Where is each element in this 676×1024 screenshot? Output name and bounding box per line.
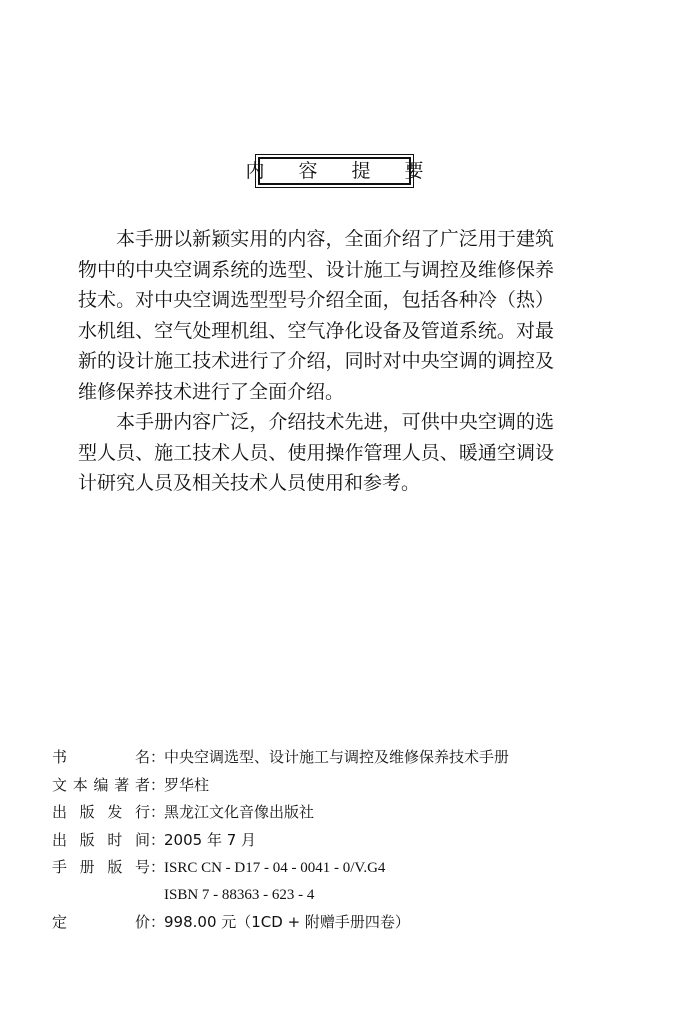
colophon-colon: ： — [150, 858, 166, 876]
colophon-row-price — [52, 909, 652, 937]
colophon-label-price: 定 价 — [52, 913, 150, 931]
colophon-row-isbn — [52, 882, 652, 910]
colophon-label-author: 文 本 编 著 者 — [52, 775, 150, 794]
colophon-value-price: 998.00 元（1CD + 附赠手册四卷） — [164, 913, 410, 931]
colophon-colon: ： — [150, 775, 166, 794]
colophon-colon: ： — [150, 803, 166, 821]
colophon-row-title — [52, 744, 652, 772]
colophon-colon: ： — [150, 748, 166, 766]
colophon-label-publisher: 出 版 发 行 — [52, 803, 150, 821]
colophon-row-date — [52, 827, 652, 855]
colophon-colon: ： — [150, 830, 166, 849]
summary-paragraph-1: 本手册以新颖实用的内容，全面介绍了广泛用于建筑物中的中央空调系统的选型、设计施工与调控及维修保养技术。对中央空调选型型号介绍全面，包括各种冷（热）水机组、空气处理机组、空气净化设备及管道系统。对最新的设计施工技术进行了介绍，同时对中央空调的调控及维修保养技术进行了全面介绍。 — [78, 228, 554, 403]
summary-heading: 内 容 提 要 — [245, 159, 438, 182]
colophon — [52, 744, 652, 937]
colophon-value-publisher: 黑龙江文化音像出版社 — [164, 803, 315, 821]
colophon-row-edition — [52, 854, 652, 882]
colophon-value-author: 罗华柱 — [164, 775, 210, 794]
colophon-value-date: 2005 年 7 月 — [164, 830, 257, 849]
colophon-label-date: 出 版 时 间 — [52, 830, 150, 849]
summary-body — [78, 224, 554, 499]
colophon-value-edition: ISRC CN - D17 - 04 - 0041 - 0/V.G4 — [164, 860, 386, 876]
summary-heading-box — [245, 157, 438, 185]
colophon-value-title: 中央空调选型、设计施工与调控及维修保养技术手册 — [164, 748, 510, 766]
summary-paragraph-2: 本手册内容广泛，介绍技术先进，可供中央空调的选型人员、施工技术人员、使用操作管理人员、暖通空调设计研究人员及相关技术人员使用和参考。 — [78, 411, 554, 494]
colophon-value-isbn: ISBN 7 - 88363 - 623 - 4 — [164, 886, 315, 903]
colophon-colon: ： — [150, 913, 166, 931]
colophon-row-publisher — [52, 799, 652, 827]
colophon-label-title: 书 名 — [52, 748, 150, 766]
colophon-row-author — [52, 772, 652, 800]
colophon-label-edition: 手 册 版 号 — [52, 858, 150, 876]
